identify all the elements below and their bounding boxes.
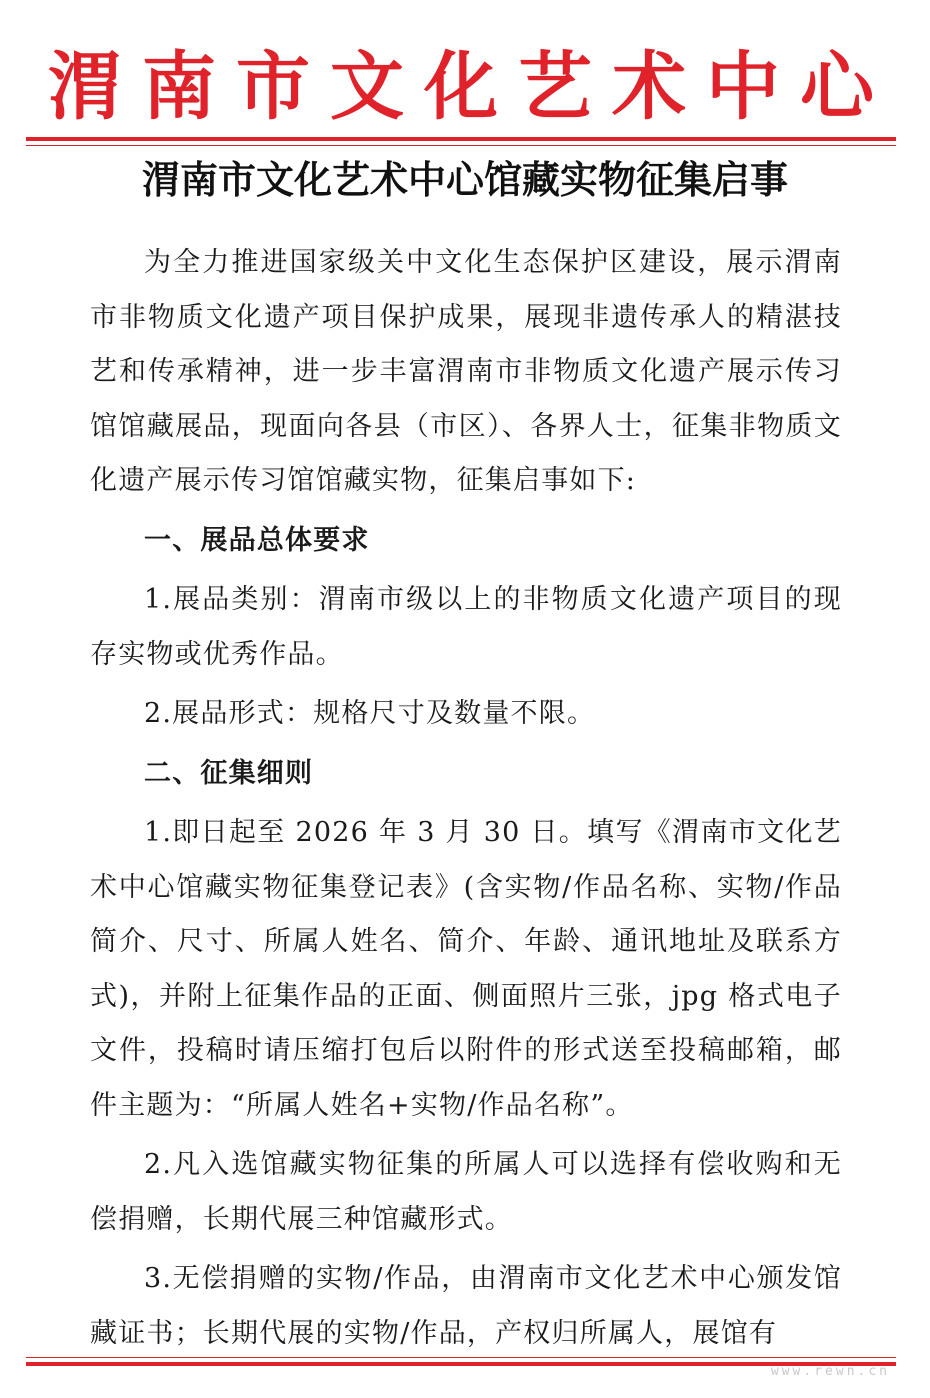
letterhead-rule-thick (26, 137, 896, 141)
rule-item-deadline: 1.即日起至 2026 年 3 月 30 日。填写《渭南市文化艺术中心馆藏实物征集登记表》(含实物/作品名称、实物/作品简介、尺寸、所属人姓名、简介、年龄、通讯地址及联系方式)，并附上征集作品的正面、侧面照片三张，jpg 格式电子文件，投稿时请压缩打包后以附件的形式送至投稿邮箱，邮件主题为：“所属人姓名+实物/作品名称”。 (90, 817, 842, 1121)
requirement-item-category: 1.展品类别：渭南市级以上的非物质文化遗产项目的现存实物或优秀作品。 (90, 584, 842, 670)
section-heading-requirements: 一、展品总体要求 (144, 524, 370, 556)
watermark-text: www.rewn.cn (770, 1364, 890, 1379)
footer-rule-thin (26, 1357, 896, 1358)
requirement-item-form: 2.展品形式：规格尺寸及数量不限。 (144, 698, 596, 729)
intro-paragraph: 为全力推进国家级关中文化生态保护区建设，展示渭南市非物质文化遗产项目保护成果，展现非遗传承人的精湛技艺和传承精神，进一步丰富渭南市非物质文化遗产展示传习馆馆藏展品，现面向各县（市区）、各界人士，征集非物质文化遗产展示传习馆馆藏实物，征集启事如下: (90, 247, 842, 496)
footer-rule-thick (26, 1362, 896, 1366)
section-heading-rules: 二、征集细则 (144, 757, 314, 789)
document-title: 渭南市文化艺术中心馆藏实物征集启事 (141, 157, 788, 202)
rule-item-certificate: 3.无偿捐赠的实物/作品，由渭南市文化艺术中心颁发馆藏证书；长期代展的实物/作品，产权归所属人，展馆有 (90, 1263, 842, 1349)
letterhead-rule-thin (26, 145, 896, 146)
document-body (90, 236, 842, 1366)
rule-item-collection-forms: 2.凡入选馆藏实物征集的所属人可以选择有偿收购和无偿捐赠，长期代展三种馆藏形式。 (90, 1149, 842, 1235)
letterhead-org-name: 渭南市文化艺术中心 (48, 44, 894, 130)
